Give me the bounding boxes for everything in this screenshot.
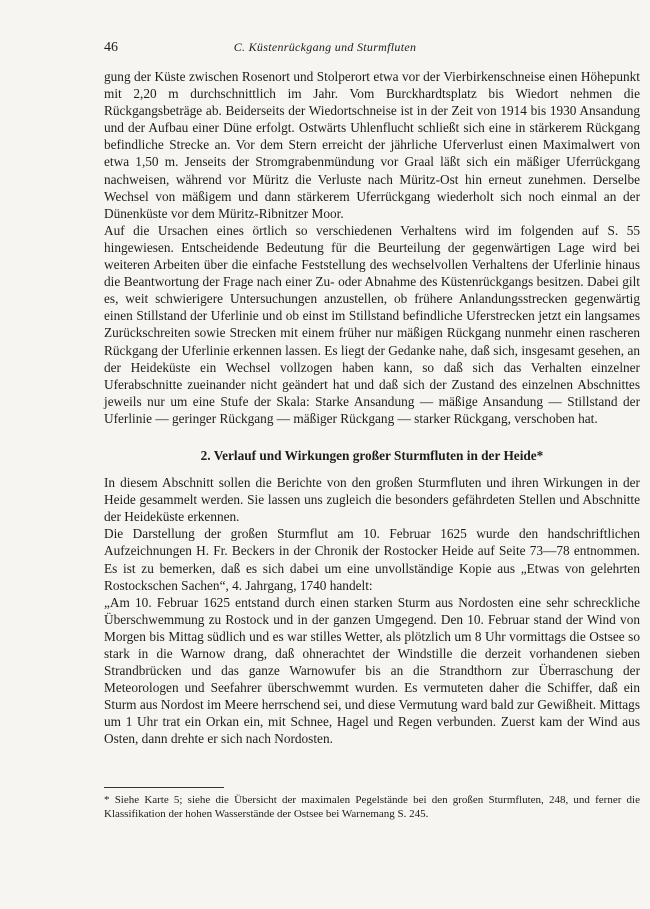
paragraph: In diesem Abschnitt sollen die Berichte von den großen Sturmfluten und ihren Wirkungen in der Heide gesammelt werden. Sie lassen uns zugleich die besonders gefährdeten Stellen und Abschnitte der Heideküste erkennen. — [104, 475, 640, 525]
paragraph: gung der Küste zwischen Rosenort und Stolperort etwa vor der Vierbirkenschneise einen Höhepunkt mit 2,20 m durchschnittlich im Jahr. Vom Burckhardtsplatz bis Wiedort nehmen die Rückgangsbeträge ab. Beiderseits der Wiedortschneise ist in der Zeit von 1914 bis 1930 Ansandung und der Aufbau einer Düne erfolgt. Ostwärts Uhlenflucht schließt sich eine in stärkerem Rückgang befindliche Strecke an. Vor dem Stern erreicht der jährliche Uferverlust einen Maximalwert von etwa 1,50 m. Jenseits der Stromgrabenmündung vor Graal läßt sich ein mäßiger Uferrückgang nachweisen, während vor Müritz die Verluste nach Müritz-Ost hin erneut zunehmen. Derselbe Wechsel von mäßigem und dann stärkerem Uferrückgang wiederholt sich noch einmal an der Dünenküste vor dem Müritz-Ribnitzer Moor. — [104, 69, 640, 221]
running-head: C. Küstenrückgang und Sturmfluten — [233, 40, 417, 54]
section-heading: 2. Verlauf und Wirkungen großer Sturmfluten in der Heide* — [200, 447, 544, 463]
paragraph: „Am 10. Februar 1625 entstand durch einen starken Sturm aus Nordosten eine sehr schreckliche Überschwemmung zu Rostock und in der ganzen Umgegend. Den 10. Februar stand der Wind von Morgen bis Mittag südlich und es war stilles Wetter, als plötzlich um 8 Uhr vormittags die Ostsee so stark in die Warnow drang, daß ohnerachtet der Windstille die derzeit vorhandenen sieben Strandbrücken und das ganze Warnowufer bis an die Strandthorn zur Überraschung der Meteorologen und Seefahrer überschwemmt wurden. Es vermuteten daher die Schiffer, daß ein Sturm aus Nordost im Meere herrschend sei, und diese Vermutung ward bald zur Gewißheit. Mittags um 1 Uhr trat ein Orkan ein, mit Schnee, Hagel und Regen verbunden. Zuerst kam der Wind aus Osten, dann drehte er sich nach Nordosten. — [104, 594, 640, 747]
paragraph: Die Darstellung der großen Sturmflut am 10. Februar 1625 wurde den handschriftlichen Aufzeichnungen H. Fr. Beckers in der Chronik der Rostocker Heide auf Seite 73—78 entnommen. Es ist zu bemerken, daß es sich dabei um eine unvollständige Kopie aus „Etwas von gelehrten Rostockschen Sachen“, 4. Jahrgang, 1740 handelt: — [104, 526, 640, 593]
footnote: * Siehe Karte 5; siehe die Übersicht der maximalen Pegelstände bei den großen Sturmfluten, 248, und ferner die Klassifikation der hohen Wasserstände der Ostsee bei Warnemang S. 245. — [104, 794, 640, 820]
footnote-divider — [104, 787, 224, 788]
body-text — [104, 68, 640, 748]
page-number: 46 — [104, 40, 118, 55]
paragraph: Auf die Ursachen eines örtlich so verschiedenen Verhaltens wird im folgenden auf S. 55 hingewiesen. Entscheidende Bedeutung für die Beurteilung der gegenwärtigen Lage wird bei weiteren Arbeiten über die einfache Feststellung des wechselvollen Verhaltens der Uferlinie hinaus die Beantwortung der Frage nach einer Zu- oder Abnahme des Küstenrückgangs besitzen. Dabei gilt es, weit schwierigere Untersuchungen anzustellen, ob frühere Anlandungsstrecken gegenwärtig einen Stillstand der Uferlinie und ob einst im Stillstand befindliche Uferstrecken jetzt ein langsames Zurückschreiten sowie Strecken mit einem früher nur mäßigen Rückgang nunmehr einen rascheren Rückgang der Uferlinie erkennen lassen. Es liegt der Gedanke nahe, daß sich, insgesamt gesehen, an der Heideküste ein Wechsel vollzogen haben kann, so daß sich das Verhalten einzelner Uferabschnitte zueinander nicht geändert hat und daß sich der Zustand des einzelnen Abschnittes jeweils nur um eine Stufe der Skala: Starke Ansandung — mäßige Ansandung — Stillstand der Uferlinie — geringer Rückgang — mäßiger Rückgang — starker Rückgang, verschoben hat. — [104, 222, 640, 426]
